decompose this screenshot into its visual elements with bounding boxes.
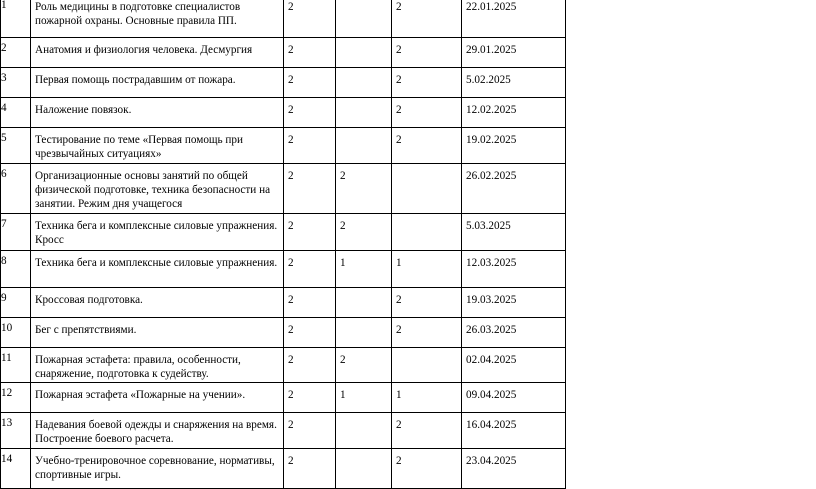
hours-total: 2 xyxy=(288,294,294,306)
hours-practice xyxy=(392,164,461,169)
hours-theory xyxy=(336,413,391,418)
hours-theory xyxy=(336,38,391,43)
table-row xyxy=(1,251,566,288)
lesson-number-cell xyxy=(1,38,31,68)
hours-total: 2 xyxy=(288,170,294,182)
lesson-topic: Наложение повязок. xyxy=(35,104,132,116)
lesson-topic: Учебно-тренировочное соревнование, нормативы, спортивные игры. xyxy=(35,455,275,481)
lesson-date-cell xyxy=(462,318,566,348)
hours-total-cell xyxy=(284,164,336,214)
hours-practice-cell xyxy=(392,68,462,98)
lesson-topic-cell xyxy=(31,318,284,348)
hours-practice-cell xyxy=(392,128,462,164)
hours-practice-cell xyxy=(392,348,462,383)
table-row xyxy=(1,164,566,214)
hours-total-cell xyxy=(284,251,336,288)
hours-practice: 2 xyxy=(396,134,402,146)
lesson-date-cell xyxy=(462,164,566,214)
lesson-number-cell xyxy=(1,128,31,164)
table-row xyxy=(1,413,566,449)
hours-total-cell xyxy=(284,214,336,251)
hours-theory-cell xyxy=(336,214,392,251)
hours-theory xyxy=(336,68,391,73)
lesson-number: 11 xyxy=(1,352,12,364)
hours-total-cell xyxy=(284,413,336,449)
hours-theory-cell xyxy=(336,413,392,449)
lesson-date-cell xyxy=(462,128,566,164)
lesson-number: 7 xyxy=(1,218,7,230)
hours-theory-cell xyxy=(336,251,392,288)
lesson-number-cell xyxy=(1,98,31,128)
hours-total: 2 xyxy=(288,389,294,401)
hours-theory xyxy=(336,288,391,293)
lesson-topic-cell xyxy=(31,449,284,489)
hours-total: 2 xyxy=(288,220,294,232)
lesson-topic: Организационные основы занятий по общей физической подготовке, техника безопасности на занятии. Режим дня учащегося xyxy=(35,170,271,210)
lesson-number-cell xyxy=(1,0,31,38)
hours-theory-cell xyxy=(336,318,392,348)
lesson-topic: Пожарная эстафета «Пожарные на учении». xyxy=(35,389,246,401)
hours-practice-cell xyxy=(392,0,462,38)
hours-practice: 2 xyxy=(396,294,402,306)
lesson-number: 12 xyxy=(1,387,13,399)
hours-total-cell xyxy=(284,348,336,383)
hours-practice: 2 xyxy=(396,1,402,13)
hours-practice-cell xyxy=(392,38,462,68)
lesson-date-cell xyxy=(462,214,566,251)
hours-total: 2 xyxy=(288,455,294,467)
lesson-number-cell xyxy=(1,164,31,214)
lesson-number: 4 xyxy=(1,102,7,114)
lesson-date: 22.01.2025 xyxy=(466,1,517,13)
hours-practice: 1 xyxy=(396,389,402,401)
hours-practice: 1 xyxy=(396,257,402,269)
hours-practice-cell xyxy=(392,413,462,449)
lesson-number: 14 xyxy=(1,453,13,465)
hours-theory: 2 xyxy=(340,354,346,366)
hours-theory-cell xyxy=(336,164,392,214)
hours-practice xyxy=(392,348,461,353)
lesson-date: 5.03.2025 xyxy=(466,220,511,232)
hours-theory xyxy=(336,449,391,454)
lesson-number-cell xyxy=(1,251,31,288)
lesson-number-cell xyxy=(1,383,31,413)
lesson-topic-cell xyxy=(31,383,284,413)
hours-theory-cell xyxy=(336,449,392,489)
hours-theory-cell xyxy=(336,348,392,383)
lesson-number: 8 xyxy=(1,255,7,267)
table-row xyxy=(1,318,566,348)
lesson-date-cell xyxy=(462,413,566,449)
lesson-number-cell xyxy=(1,318,31,348)
lesson-topic-cell xyxy=(31,38,284,68)
lesson-number: 3 xyxy=(1,72,7,84)
lesson-topic-cell xyxy=(31,98,284,128)
lesson-topic-cell xyxy=(31,348,284,383)
hours-theory xyxy=(336,318,391,323)
hours-practice: 2 xyxy=(396,74,402,86)
lesson-number-cell xyxy=(1,214,31,251)
hours-total: 2 xyxy=(288,354,294,366)
lesson-number: 10 xyxy=(1,322,13,334)
hours-total-cell xyxy=(284,68,336,98)
hours-total: 2 xyxy=(288,44,294,56)
lesson-date: 02.04.2025 xyxy=(466,354,517,366)
lesson-topic: Техника бега и комплексные силовые упражнения. xyxy=(35,257,278,269)
lesson-number-cell xyxy=(1,449,31,489)
hours-practice-cell xyxy=(392,288,462,318)
lesson-topic: Бег с препятствиями. xyxy=(35,324,137,336)
hours-total-cell xyxy=(284,38,336,68)
lesson-date: 26.03.2025 xyxy=(466,324,517,336)
table-row xyxy=(1,383,566,413)
lesson-topic-cell xyxy=(31,288,284,318)
lesson-number: 13 xyxy=(1,417,13,429)
lesson-topic-cell xyxy=(31,164,284,214)
hours-practice-cell xyxy=(392,318,462,348)
hours-practice-cell xyxy=(392,98,462,128)
lesson-topic-cell xyxy=(31,128,284,164)
hours-total-cell xyxy=(284,128,336,164)
hours-theory-cell xyxy=(336,98,392,128)
table-row xyxy=(1,98,566,128)
table-row xyxy=(1,68,566,98)
hours-theory-cell xyxy=(336,288,392,318)
hours-theory xyxy=(336,98,391,103)
table-row xyxy=(1,449,566,489)
lesson-date: 16.04.2025 xyxy=(466,419,517,431)
lesson-date: 5.02.2025 xyxy=(466,74,511,86)
table-row xyxy=(1,128,566,164)
hours-theory-cell xyxy=(336,383,392,413)
hours-theory-cell xyxy=(336,0,392,38)
lesson-date-cell xyxy=(462,449,566,489)
hours-theory-cell xyxy=(336,128,392,164)
lesson-topic: Анатомия и физиология человека. Десмургия xyxy=(35,44,253,56)
hours-practice xyxy=(392,214,461,219)
lesson-date-cell xyxy=(462,68,566,98)
lesson-date-cell xyxy=(462,251,566,288)
hours-total-cell xyxy=(284,383,336,413)
hours-practice-cell xyxy=(392,449,462,489)
hours-practice-cell xyxy=(392,251,462,288)
hours-practice: 2 xyxy=(396,104,402,116)
hours-practice: 2 xyxy=(396,324,402,336)
lesson-topic-cell xyxy=(31,68,284,98)
lesson-date: 19.02.2025 xyxy=(466,134,517,146)
hours-theory: 2 xyxy=(340,170,346,182)
hours-practice: 2 xyxy=(396,455,402,467)
lesson-topic: Надевания боевой одежды и снаряжения на время. Построение боевого расчета. xyxy=(35,419,277,445)
lesson-date-cell xyxy=(462,348,566,383)
hours-total: 2 xyxy=(288,134,294,146)
hours-theory xyxy=(336,128,391,133)
hours-total: 2 xyxy=(288,1,294,13)
lesson-date: 23.04.2025 xyxy=(466,455,517,467)
lesson-date: 12.02.2025 xyxy=(466,104,517,116)
lesson-date: 09.04.2025 xyxy=(466,389,517,401)
lesson-topic-cell xyxy=(31,214,284,251)
hours-total-cell xyxy=(284,0,336,38)
hours-total: 2 xyxy=(288,74,294,86)
hours-total-cell xyxy=(284,98,336,128)
hours-theory: 1 xyxy=(340,257,346,269)
lesson-date: 29.01.2025 xyxy=(466,44,517,56)
hours-practice: 2 xyxy=(396,419,402,431)
lesson-number-cell xyxy=(1,348,31,383)
lesson-date-cell xyxy=(462,0,566,38)
hours-total: 2 xyxy=(288,324,294,336)
lesson-topic: Первая помощь пострадавшим от пожара. xyxy=(35,74,236,86)
hours-theory-cell xyxy=(336,38,392,68)
lesson-number-cell xyxy=(1,288,31,318)
lesson-date: 26.02.2025 xyxy=(466,170,517,182)
hours-total: 2 xyxy=(288,257,294,269)
lesson-topic: Техника бега и комплексные силовые упражнения. Кросс xyxy=(35,220,278,246)
hours-total-cell xyxy=(284,449,336,489)
lesson-date: 12.03.2025 xyxy=(466,257,517,269)
hours-total: 2 xyxy=(288,104,294,116)
lesson-number-cell xyxy=(1,413,31,449)
hours-theory: 1 xyxy=(340,389,346,401)
lesson-topic: Пожарная эстафета: правила, особенности, снаряжение, подготовка к судейству. xyxy=(35,354,241,380)
hours-theory: 2 xyxy=(340,220,346,232)
lesson-number: 5 xyxy=(1,132,7,144)
lesson-date-cell xyxy=(462,38,566,68)
lesson-topic: Кроссовая подготовка. xyxy=(35,294,143,306)
hours-total: 2 xyxy=(288,419,294,431)
hours-total-cell xyxy=(284,318,336,348)
lesson-date-cell xyxy=(462,98,566,128)
hours-practice-cell xyxy=(392,164,462,214)
hours-theory-cell xyxy=(336,68,392,98)
lesson-topic-cell xyxy=(31,251,284,288)
lesson-date: 19.03.2025 xyxy=(466,294,517,306)
table-row xyxy=(1,288,566,318)
hours-practice-cell xyxy=(392,383,462,413)
lesson-number: 2 xyxy=(1,42,7,54)
lesson-number: 1 xyxy=(1,0,7,11)
table-row xyxy=(1,348,566,383)
lesson-number-cell xyxy=(1,68,31,98)
lesson-number: 6 xyxy=(1,168,7,180)
lesson-number: 9 xyxy=(1,292,7,304)
lesson-topic: Роль медицины в подготовке специалистов пожарной охраны. Основные правила ПП. xyxy=(35,1,241,27)
table-row xyxy=(1,0,566,38)
hours-practice: 2 xyxy=(396,44,402,56)
hours-total-cell xyxy=(284,288,336,318)
table-row xyxy=(1,38,566,68)
lesson-date-cell xyxy=(462,288,566,318)
lesson-date-cell xyxy=(462,383,566,413)
lesson-topic: Тестирование по теме «Первая помощь при чрезвычайных ситуациях» xyxy=(35,134,243,160)
schedule-table-body xyxy=(1,0,566,489)
hours-practice-cell xyxy=(392,214,462,251)
lesson-topic-cell xyxy=(31,413,284,449)
lesson-topic-cell xyxy=(31,0,284,38)
table-row xyxy=(1,214,566,251)
